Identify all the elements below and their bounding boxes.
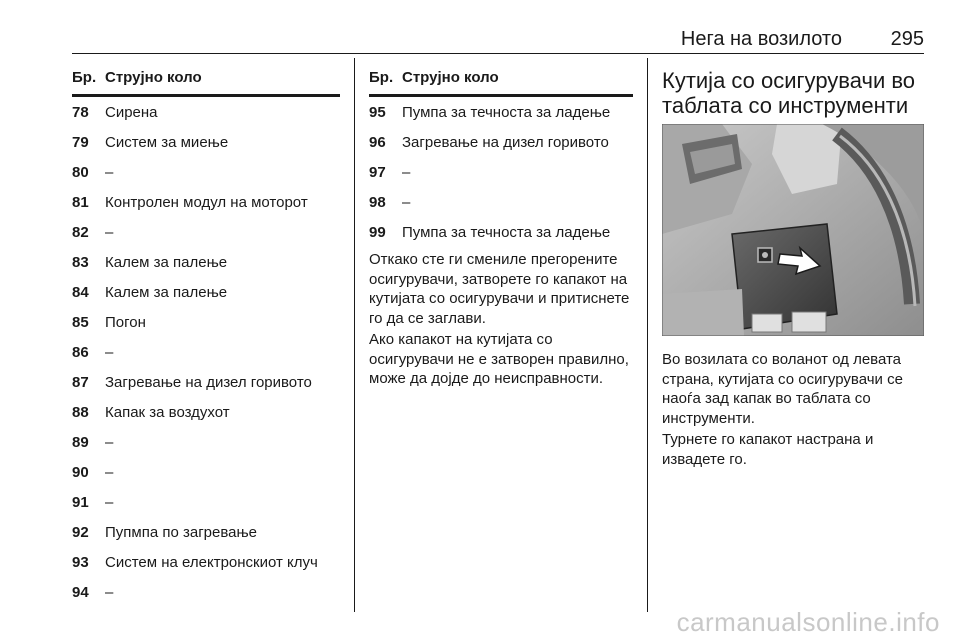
fuse-circuit: – — [105, 463, 114, 481]
fuse-circuit: Погон — [105, 313, 146, 331]
header-rule — [72, 53, 924, 54]
fuse-circuit: Пумпа за течноста за ладење — [402, 223, 611, 241]
table-row — [72, 307, 340, 337]
table-row — [72, 487, 340, 517]
section-heading: Кутија со осигурувачи во таблата со инструменти — [662, 68, 916, 118]
fuse-circuit: – — [402, 163, 411, 181]
fuse-circuit: Калем за палење — [105, 253, 228, 271]
table-row — [369, 127, 633, 157]
table-row — [369, 96, 633, 128]
fuse-circuit: Пупмпа по загревање — [105, 523, 258, 541]
table-header-row — [72, 60, 340, 96]
column-header-number: Бр. — [72, 60, 105, 96]
fuse-number: 86 — [72, 343, 89, 361]
fuse-circuit: – — [105, 583, 114, 601]
fuse-number: 83 — [72, 253, 89, 271]
column-header-circuit: Струјно коло — [105, 60, 340, 96]
fuse-circuit: Контролен модул на моторот — [105, 193, 308, 211]
page-title: Нега на возилото — [680, 28, 842, 50]
fuse-circuit: – — [402, 193, 411, 211]
fuse-circuit: Загревање на дизел горивото — [402, 133, 609, 151]
fuse-circuit: Систем за миење — [105, 133, 229, 151]
column-divider-left — [354, 58, 355, 612]
fuse-circuit: – — [105, 163, 114, 181]
table-row — [72, 96, 340, 128]
fuse-table-right — [369, 60, 633, 247]
fuse-number: 84 — [72, 283, 89, 301]
fuse-number: 79 — [72, 133, 89, 151]
table-row — [72, 367, 340, 397]
fuse-circuit: Пумпа за течноста за ладење — [402, 103, 611, 121]
fuse-table-left — [72, 60, 340, 607]
page-number: 295 — [890, 28, 924, 50]
fuse-number: 87 — [72, 373, 89, 391]
fuse-number: 89 — [72, 433, 89, 451]
fuse-number: 99 — [369, 223, 386, 241]
fuse-circuit: Систем на електронскиот клуч — [105, 553, 318, 571]
table-row — [72, 127, 340, 157]
fuse-circuit: Сирена — [105, 103, 158, 121]
table-row — [369, 157, 633, 187]
fuse-number: 81 — [72, 193, 89, 211]
table-row — [369, 187, 633, 217]
table-row — [72, 517, 340, 547]
fuse-circuit: – — [105, 433, 114, 451]
table-row — [72, 457, 340, 487]
fuse-number: 92 — [72, 523, 89, 541]
table-row — [72, 427, 340, 457]
fuse-circuit: Калем за палење — [105, 283, 228, 301]
table-row — [72, 247, 340, 277]
fuse-number: 82 — [72, 223, 89, 241]
table-row — [72, 397, 340, 427]
fuse-number: 78 — [72, 103, 89, 121]
fuse-number: 95 — [369, 103, 386, 121]
fuse-circuit: Загревање на дизел горивото — [105, 373, 312, 391]
table-row — [72, 157, 340, 187]
page-header — [72, 22, 924, 54]
fusebox-illustration — [662, 124, 924, 336]
fusebox-location-paragraph: Во возилата со воланот од левата страна, кутијата со осигурувачи се наоѓа зад капак во таблата со инструменти. — [662, 351, 903, 427]
column-header-circuit: Струјно коло — [402, 60, 633, 96]
fuse-number: 88 — [72, 403, 89, 421]
table-row — [72, 337, 340, 367]
cover-removal-paragraph: Турнете го капакот настрана и извадете го. — [662, 431, 874, 468]
fuse-number: 98 — [369, 193, 386, 211]
site-watermark: carmanualsonline.info — [676, 607, 940, 637]
table-row — [72, 277, 340, 307]
column-header-number: Бр. — [369, 60, 402, 96]
fuse-number: 90 — [72, 463, 89, 481]
fuse-number: 91 — [72, 493, 89, 511]
fuse-number: 93 — [72, 553, 89, 571]
fuse-number: 96 — [369, 133, 386, 151]
table-header-row — [369, 60, 633, 96]
fuse-circuit: Капак за воздухот — [105, 403, 230, 421]
table-row — [72, 187, 340, 217]
table-row — [72, 547, 340, 577]
column-divider-right — [647, 58, 648, 612]
fuse-number: 97 — [369, 163, 386, 181]
fuse-circuit: – — [105, 493, 114, 511]
fuse-replacement-paragraph: Откако сте ги смениле прегорените осигурувачи, затворете го капакот на кутијата со осигурувачи и притиснете го да се заглави. — [369, 251, 630, 327]
fuse-number: 85 — [72, 313, 89, 331]
table-row — [72, 217, 340, 247]
table-row — [369, 217, 633, 247]
fuse-number: 80 — [72, 163, 89, 181]
table-row — [72, 577, 340, 607]
fuse-circuit: – — [105, 223, 114, 241]
fuse-circuit: – — [105, 343, 114, 361]
fuse-number: 94 — [72, 583, 89, 601]
fuse-cover-warning-paragraph: Ако капакот на кутијата со осигурувачи не е затворен правилно, може да дојде до неисправности. — [369, 331, 629, 387]
